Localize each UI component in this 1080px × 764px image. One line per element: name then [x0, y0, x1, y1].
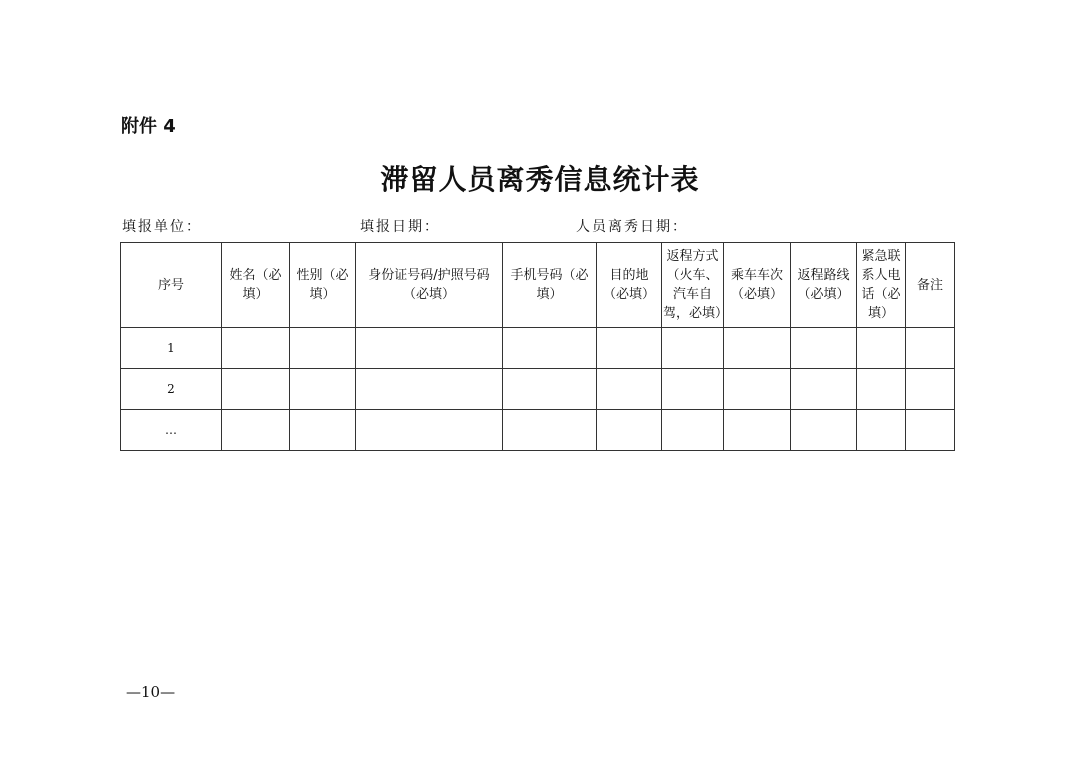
table-cell[interactable] — [662, 410, 724, 451]
header-train-number: 乘车车次（必填） — [724, 243, 791, 328]
table-cell[interactable] — [356, 369, 503, 410]
table-cell[interactable] — [662, 369, 724, 410]
page-number: —10— — [126, 683, 176, 701]
document-title: 滞留人员离秀信息统计表 — [380, 163, 700, 196]
table-cell[interactable] — [222, 369, 290, 410]
statistics-table — [120, 242, 955, 451]
header-return-route: 返程路线（必填） — [791, 243, 857, 328]
table-cell[interactable] — [791, 328, 857, 369]
table-row — [121, 328, 955, 369]
table-cell[interactable] — [724, 328, 791, 369]
table-row — [121, 369, 955, 410]
header-phone: 手机号码（必填） — [503, 243, 597, 328]
serial-cell: 2 — [121, 369, 222, 410]
serial-cell: … — [121, 410, 222, 451]
fill-unit-label: 填报单位： — [122, 219, 202, 235]
fill-date-label: 填报日期： — [360, 219, 440, 235]
table-cell[interactable] — [503, 410, 597, 451]
table-header-row — [121, 243, 955, 328]
header-emergency-contact: 紧急联系人电话（必填） — [857, 243, 906, 328]
attachment-label: 附件 4 — [121, 116, 176, 137]
header-name: 姓名（必填） — [222, 243, 290, 328]
table-cell[interactable] — [597, 328, 662, 369]
table-cell[interactable] — [356, 410, 503, 451]
table-cell[interactable] — [222, 410, 290, 451]
table-cell[interactable] — [906, 410, 955, 451]
table-cell[interactable] — [857, 328, 906, 369]
table-cell[interactable] — [724, 369, 791, 410]
header-return-method: 返程方式（火车、汽车自驾，必填） — [662, 243, 724, 328]
table-cell[interactable] — [906, 328, 955, 369]
table-cell[interactable] — [290, 369, 356, 410]
table-row — [121, 410, 955, 451]
table-cell[interactable] — [857, 410, 906, 451]
table-cell[interactable] — [857, 369, 906, 410]
table-cell[interactable] — [724, 410, 791, 451]
table-cell[interactable] — [906, 369, 955, 410]
table-cell[interactable] — [597, 410, 662, 451]
table-cell[interactable] — [791, 369, 857, 410]
header-gender: 性别（必填） — [290, 243, 356, 328]
header-destination: 目的地（必填） — [597, 243, 662, 328]
table-cell[interactable] — [290, 328, 356, 369]
serial-cell: 1 — [121, 328, 222, 369]
table-cell[interactable] — [503, 369, 597, 410]
leave-date-label: 人员离秀日期： — [576, 219, 688, 235]
table-cell[interactable] — [791, 410, 857, 451]
table-cell[interactable] — [356, 328, 503, 369]
table-cell[interactable] — [503, 328, 597, 369]
table-cell[interactable] — [290, 410, 356, 451]
table-cell[interactable] — [662, 328, 724, 369]
header-id-number: 身份证号码/护照号码（必填） — [356, 243, 503, 328]
header-remarks: 备注 — [906, 243, 955, 328]
header-serial: 序号 — [121, 243, 222, 328]
table-cell[interactable] — [597, 369, 662, 410]
table-cell[interactable] — [222, 328, 290, 369]
